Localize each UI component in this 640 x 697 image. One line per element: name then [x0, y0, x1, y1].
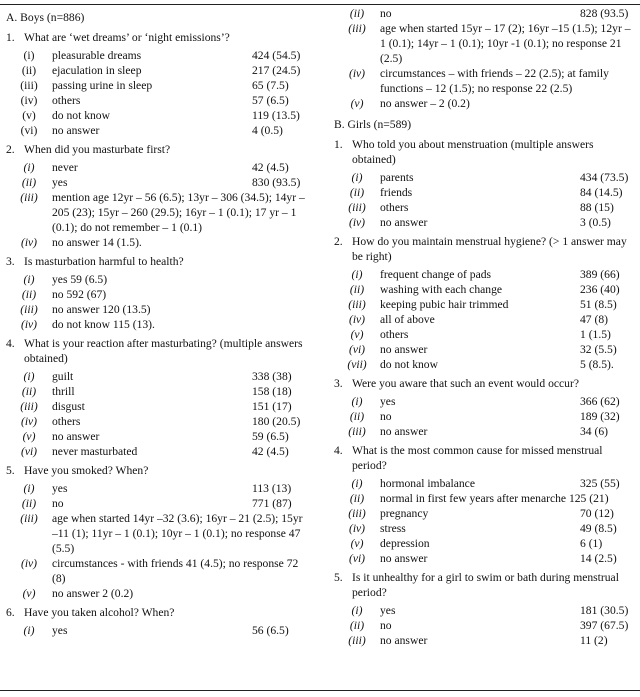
option-number: (iii) [348, 425, 366, 438]
option-number: (iii) [348, 634, 366, 647]
option-text: no [380, 619, 392, 632]
answer-option [6, 481, 311, 496]
option-text: others [380, 201, 409, 214]
answer-option [6, 287, 311, 302]
question-number: 6. [6, 606, 15, 619]
option-value: 828 (93.5) [580, 7, 629, 20]
question-text: Have you taken alcohol? When? [24, 606, 175, 619]
option-text: age when started 14yr –32 (3.6); 16yr – 21 (2.5); 15yr –11 (1); 11yr – 1 (0.1); 10yr – 1 (0.1); no response 47 (5.5) [52, 512, 303, 555]
answer-option [6, 496, 311, 511]
question [334, 376, 634, 391]
option-text: yes [52, 624, 68, 637]
answer-option [334, 633, 634, 648]
question [334, 443, 634, 473]
option-text: no answer [380, 552, 428, 565]
question-block [6, 30, 311, 138]
option-number: (vi) [348, 552, 366, 565]
question-text: Were you aware that such an event would occur? [352, 377, 579, 390]
answer-option [6, 623, 311, 638]
question-block [6, 336, 311, 459]
answer-option [6, 272, 311, 287]
option-value: 32 (5.5) [580, 343, 617, 356]
answer-option [334, 6, 634, 21]
answer-options [334, 394, 634, 439]
option-number: (v) [22, 109, 36, 122]
answer-option [334, 282, 634, 297]
option-text: friends [380, 186, 413, 199]
answer-option [6, 399, 311, 414]
option-number: (i) [351, 395, 363, 408]
option-text: disgust [52, 400, 85, 413]
option-text: no answer [52, 124, 100, 137]
question-number: 5. [6, 464, 15, 477]
answer-option [6, 556, 311, 586]
option-text: normal in first few years after menarche 125 (21) [380, 492, 609, 505]
answer-option [334, 394, 634, 409]
question [6, 30, 311, 45]
option-value: 830 (93.5) [252, 176, 301, 189]
option-value: 236 (40) [580, 283, 620, 296]
option-number: (iv) [348, 216, 366, 229]
option-number: (i) [23, 370, 35, 383]
question-text: Is it unhealthy for a girl to swim or bath during menstrual period? [352, 571, 619, 599]
option-text: others [52, 94, 81, 107]
option-number: (vi) [20, 124, 38, 137]
option-text: no [52, 497, 64, 510]
answer-option [334, 21, 634, 66]
answer-options [334, 476, 634, 566]
answer-option [6, 235, 311, 250]
option-value: 113 (13) [252, 482, 292, 495]
question [6, 605, 311, 620]
option-value: 65 (7.5) [252, 79, 289, 92]
option-text: stress [380, 522, 406, 535]
option-text: no answer 2 (0.2) [52, 587, 134, 600]
option-number: (i) [351, 171, 363, 184]
option-text: others [380, 328, 409, 341]
question-number: 1. [6, 31, 15, 44]
question [334, 570, 634, 600]
option-text: age when started 15yr – 17 (2); 16yr –15 (1.5); 12yr – 1 (0.1); 14yr – 1 (0.1); 10yr -1 (0.1); no response 21 (2.5) [380, 22, 631, 65]
option-number: (vii) [347, 358, 367, 371]
option-value: 325 (55) [580, 477, 620, 490]
option-number: (iv) [20, 236, 38, 249]
option-value: 217 (24.5) [252, 64, 301, 77]
option-value: 771 (87) [252, 497, 292, 510]
option-value: 70 (12) [580, 507, 614, 520]
answer-option [6, 429, 311, 444]
answer-option [334, 170, 634, 185]
option-number: (iii) [348, 507, 366, 520]
question-block [334, 570, 634, 648]
answer-option [334, 200, 634, 215]
answer-option [334, 491, 634, 506]
answer-option [334, 618, 634, 633]
answer-option [6, 586, 311, 601]
answer-option [6, 63, 311, 78]
boys-question-6-continued [334, 6, 634, 111]
answer-options [6, 160, 311, 250]
option-text: yes [52, 482, 68, 495]
option-value: 3 (0.5) [580, 216, 611, 229]
question-text: What are ‘wet dreams’ or ‘night emissions’? [24, 31, 230, 44]
option-text: no answer [380, 634, 428, 647]
option-number: (ii) [21, 176, 37, 189]
bottom-rule [0, 690, 640, 691]
question-block [6, 605, 311, 638]
option-text: circumstances – with friends – 22 (2.5); at family functions – 12 (1.5); no response 22 (2.5) [380, 67, 609, 95]
question-text: What is the most common cause for missed menstrual period? [352, 444, 603, 472]
option-value: 338 (38) [252, 370, 292, 383]
option-text: never [52, 161, 78, 174]
option-text: pleasurable dreams [52, 49, 142, 62]
option-number: (ii) [21, 385, 37, 398]
answer-option [334, 521, 634, 536]
answer-option [6, 511, 311, 556]
question [6, 336, 311, 366]
option-number: (vi) [348, 343, 366, 356]
option-text: keeping pubic hair trimmed [380, 298, 509, 311]
answer-options [6, 48, 311, 138]
answer-option [6, 108, 311, 123]
option-value: 389 (66) [580, 268, 620, 281]
answer-option [334, 312, 634, 327]
question-number: 1. [334, 138, 343, 151]
option-text: others [52, 415, 81, 428]
answer-option [6, 190, 311, 235]
question [6, 254, 311, 269]
option-value: 6 (1) [580, 537, 603, 550]
girls-questions [334, 137, 634, 648]
answer-option [334, 66, 634, 96]
option-value: 59 (6.5) [252, 430, 289, 443]
option-text: no answer [380, 216, 428, 229]
option-text: no answer [380, 343, 428, 356]
answer-option [334, 603, 634, 618]
question-number: 2. [6, 143, 15, 156]
top-rule [0, 4, 640, 5]
option-value: 366 (62) [580, 395, 620, 408]
option-text: all of above [380, 313, 435, 326]
answer-option [334, 409, 634, 424]
answer-option [6, 48, 311, 63]
option-value: 119 (13.5) [252, 109, 300, 122]
option-value: 1 (1.5) [580, 328, 611, 341]
option-number: (iii) [20, 400, 38, 413]
option-text: circumstances - with friends 41 (4.5); no response 72 (8) [52, 557, 299, 585]
option-text: yes [52, 176, 68, 189]
option-text: parents [380, 171, 414, 184]
question-number: 5. [334, 571, 343, 584]
option-text: hormonal imbalance [380, 477, 475, 490]
answer-option [6, 175, 311, 190]
answer-option [6, 93, 311, 108]
option-value: 189 (32) [580, 410, 620, 423]
option-number: (iv) [348, 313, 366, 326]
option-number: (iv) [348, 67, 366, 80]
option-text: passing urine in sleep [52, 79, 153, 92]
answer-option [334, 536, 634, 551]
option-number: (i) [23, 49, 35, 62]
question-block [334, 376, 634, 439]
answer-option [334, 476, 634, 491]
answer-option [6, 317, 311, 332]
option-number: (i) [23, 624, 35, 637]
option-text: yes [380, 604, 396, 617]
option-value: 180 (20.5) [252, 415, 301, 428]
option-text: do not know 115 (13). [52, 318, 155, 331]
option-text: yes 59 (6.5) [52, 273, 108, 286]
answer-option [334, 267, 634, 282]
answer-options [334, 267, 634, 372]
answer-option [334, 215, 634, 230]
boys-heading: A. Boys (n=886) [6, 11, 85, 24]
answer-options [6, 369, 311, 459]
option-text: ejaculation in sleep [52, 64, 142, 77]
option-text: mention age 12yr – 56 (6.5); 13yr – 306 (34.5); 14yr – 205 (23); 15yr – 260 (29.5); 16yr – 1 (0.1); 17 yr – 1 (0.1); do not remember – 1 (0.1) [52, 191, 305, 234]
option-text: thrill [52, 385, 75, 398]
question-number: 3. [6, 255, 15, 268]
left-column [6, 6, 311, 640]
answer-option [6, 384, 311, 399]
answer-option [334, 96, 634, 111]
option-number: (i) [23, 482, 35, 495]
question-text: Who told you about menstruation (multiple answers obtained) [352, 138, 594, 166]
answer-options [334, 170, 634, 230]
boys-questions [6, 30, 311, 638]
answer-option [334, 327, 634, 342]
option-number: (ii) [349, 619, 365, 632]
option-value: 4 (0.5) [252, 124, 283, 137]
question [6, 142, 311, 157]
option-number: (i) [23, 161, 35, 174]
option-text: depression [380, 537, 430, 550]
answer-option [6, 302, 311, 317]
question-block [334, 443, 634, 566]
option-number: (ii) [349, 492, 365, 505]
option-number: (ii) [21, 497, 37, 510]
question [334, 234, 634, 264]
option-number: (iv) [20, 415, 38, 428]
option-number: (iii) [20, 191, 38, 204]
girls-heading: B. Girls (n=589) [334, 118, 412, 131]
option-text: no 592 (67) [52, 288, 107, 301]
option-value: 151 (17) [252, 400, 292, 413]
answer-option [334, 506, 634, 521]
question [334, 137, 634, 167]
question-block [334, 234, 634, 372]
answer-options [6, 481, 311, 601]
option-value: 181 (30.5) [580, 604, 629, 617]
answer-options [334, 603, 634, 648]
option-number: (iii) [348, 201, 366, 214]
question-text: Have you smoked? When? [24, 464, 149, 477]
answer-options [6, 272, 311, 332]
question-number: 3. [334, 377, 343, 390]
question-text: What is your reaction after masturbating? (multiple answers obtained) [24, 337, 303, 365]
option-text: washing with each change [380, 283, 503, 296]
option-text: no answer – 2 (0.2) [380, 97, 470, 110]
option-value: 49 (8.5) [580, 522, 617, 535]
option-text: pregnancy [380, 507, 429, 520]
option-number: (ii) [21, 288, 37, 301]
answer-option [6, 369, 311, 384]
option-number: (vi) [20, 445, 38, 458]
option-value: 11 (2) [580, 634, 608, 647]
option-number: (ii) [349, 283, 365, 296]
option-number: (i) [351, 604, 363, 617]
option-number: (iv) [20, 94, 38, 107]
option-text: do not know [52, 109, 110, 122]
option-value: 57 (6.5) [252, 94, 289, 107]
option-number: (v) [350, 328, 364, 341]
question-block [334, 137, 634, 230]
option-text: do not know [380, 358, 438, 371]
option-number: (v) [350, 97, 364, 110]
option-value: 424 (54.5) [252, 49, 301, 62]
question-text: How do you maintain menstrual hygiene? (> 1 answer may be right) [352, 235, 627, 263]
option-number: (iii) [20, 303, 38, 316]
option-number: (ii) [349, 186, 365, 199]
option-number: (ii) [349, 7, 365, 20]
option-number: (v) [22, 587, 36, 600]
option-text: guilt [52, 370, 74, 383]
option-value: 51 (8.5) [580, 298, 617, 311]
answer-option [6, 444, 311, 459]
option-value: 434 (73.5) [580, 171, 629, 184]
question-text: When did you masturbate first? [24, 143, 171, 156]
option-text: frequent change of pads [380, 268, 492, 281]
option-number: (iv) [20, 318, 38, 331]
option-text: no answer 120 (13.5) [52, 303, 151, 316]
answer-option [6, 78, 311, 93]
option-number: (iii) [348, 22, 366, 35]
option-value: 34 (6) [580, 425, 609, 438]
option-number: (ii) [21, 64, 37, 77]
option-number: (i) [23, 273, 35, 286]
option-number: (iii) [20, 79, 38, 92]
option-number: (ii) [349, 410, 365, 423]
option-value: 84 (14.5) [580, 186, 623, 199]
answer-option [6, 160, 311, 175]
option-value: 5 (8.5). [580, 358, 614, 371]
answer-option [6, 414, 311, 429]
option-value: 397 (67.5) [580, 619, 629, 632]
option-number: (iii) [348, 298, 366, 311]
option-value: 47 (8) [580, 313, 609, 326]
answer-option [334, 424, 634, 439]
option-value: 14 (2.5) [580, 552, 617, 565]
option-value: 56 (6.5) [252, 624, 289, 637]
option-text: no answer [52, 430, 100, 443]
answer-options [6, 623, 311, 638]
answer-option [334, 342, 634, 357]
option-number: (iii) [20, 512, 38, 525]
option-text: no [380, 7, 392, 20]
question-block [6, 463, 311, 601]
answer-option [334, 185, 634, 200]
option-number: (i) [351, 477, 363, 490]
option-value: 158 (18) [252, 385, 292, 398]
answer-option [334, 297, 634, 312]
answer-option [6, 123, 311, 138]
option-number: (i) [351, 268, 363, 281]
option-value: 42 (4.5) [252, 445, 289, 458]
option-number: (iv) [348, 522, 366, 535]
question-block [6, 254, 311, 332]
option-text: no answer 14 (1.5). [52, 236, 142, 249]
answer-option [334, 551, 634, 566]
question-number: 4. [334, 444, 343, 457]
option-text: yes [380, 395, 396, 408]
question [6, 463, 311, 478]
question-text: Is masturbation harmful to health? [24, 255, 184, 268]
option-text: no [380, 410, 392, 423]
option-text: never masturbated [52, 445, 138, 458]
question-block [6, 142, 311, 250]
option-value: 88 (15) [580, 201, 614, 214]
option-text: no answer [380, 425, 428, 438]
question-number: 2. [334, 235, 343, 248]
question-number: 4. [6, 337, 15, 350]
option-number: (v) [22, 430, 36, 443]
answer-option [334, 357, 634, 372]
option-value: 42 (4.5) [252, 161, 289, 174]
option-number: (v) [350, 537, 364, 550]
option-number: (iv) [20, 557, 38, 570]
right-column [334, 6, 634, 650]
